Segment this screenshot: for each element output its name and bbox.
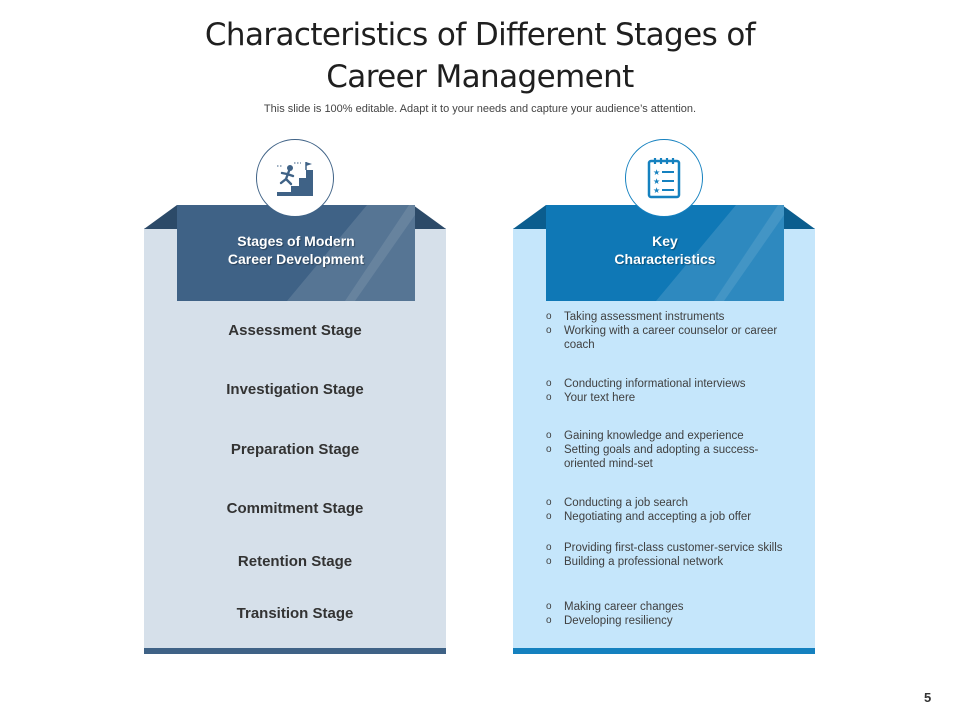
list-item: o Your text here [546,391,786,405]
list-item: o Conducting informational interviews [546,377,786,391]
left-column-header [177,205,415,301]
left-header-title [228,232,364,268]
list-item: o Gaining knowledge and experience [546,429,786,443]
list-item: o Taking assessment instruments [546,310,786,324]
right-header-line-2: Characteristics [614,251,716,267]
left-icon-badge [256,139,334,217]
slide-title [130,14,830,98]
slide-title-line-1: Characteristics of Different Stages of [204,17,756,53]
right-panel-bottom-bar [513,648,815,654]
left-header-line-2: Career Development [227,251,365,267]
list-item: o Making career changes [546,600,786,614]
svg-text:★: ★ [653,168,661,177]
svg-text:★: ★ [653,177,661,186]
stage-retention: Retention Stage [237,553,353,570]
slide-subtitle: This slide is 100% editable. Adapt it to your needs and capture your audience’s attention. [263,103,697,115]
list-item: o Providing first-class customer-service skills [546,541,786,555]
characteristics-group-assessment [546,310,786,352]
stage-commitment: Commitment Stage [226,500,364,517]
right-header-title [614,232,715,268]
list-item: o Negotiating and accepting a job offer [546,510,786,524]
characteristics-group-retention [546,541,786,569]
stage-investigation: Investigation Stage [226,381,364,398]
right-column-header [546,205,784,301]
svg-text:★: ★ [653,186,661,195]
stage-preparation: Preparation Stage [230,441,360,458]
list-item: o Developing resiliency [546,614,786,628]
stair-climbing-person-icon [273,156,317,200]
right-icon-badge [625,139,703,217]
left-panel-bottom-bar [144,648,446,654]
stage-transition: Transition Stage [236,605,354,622]
characteristics-group-investigation [546,377,786,405]
list-item: o Building a professional network [546,555,786,569]
checklist-clipboard-icon [644,156,684,200]
left-header-line-1: Stages of Modern [237,233,355,249]
right-header-line-1: Key [652,233,678,249]
characteristics-group-commitment [546,496,786,524]
characteristics-group-transition [546,600,786,628]
page-number: 5 [924,690,932,705]
list-item: o Working with a career counselor or career coach [546,324,786,352]
stage-assessment: Assessment Stage [228,322,362,339]
characteristics-group-preparation [546,429,786,471]
slide-title-line-2: Career Management [326,59,634,95]
list-item: o Setting goals and adopting a success-oriented mind-set [546,443,786,471]
list-item: o Conducting a job search [546,496,786,510]
